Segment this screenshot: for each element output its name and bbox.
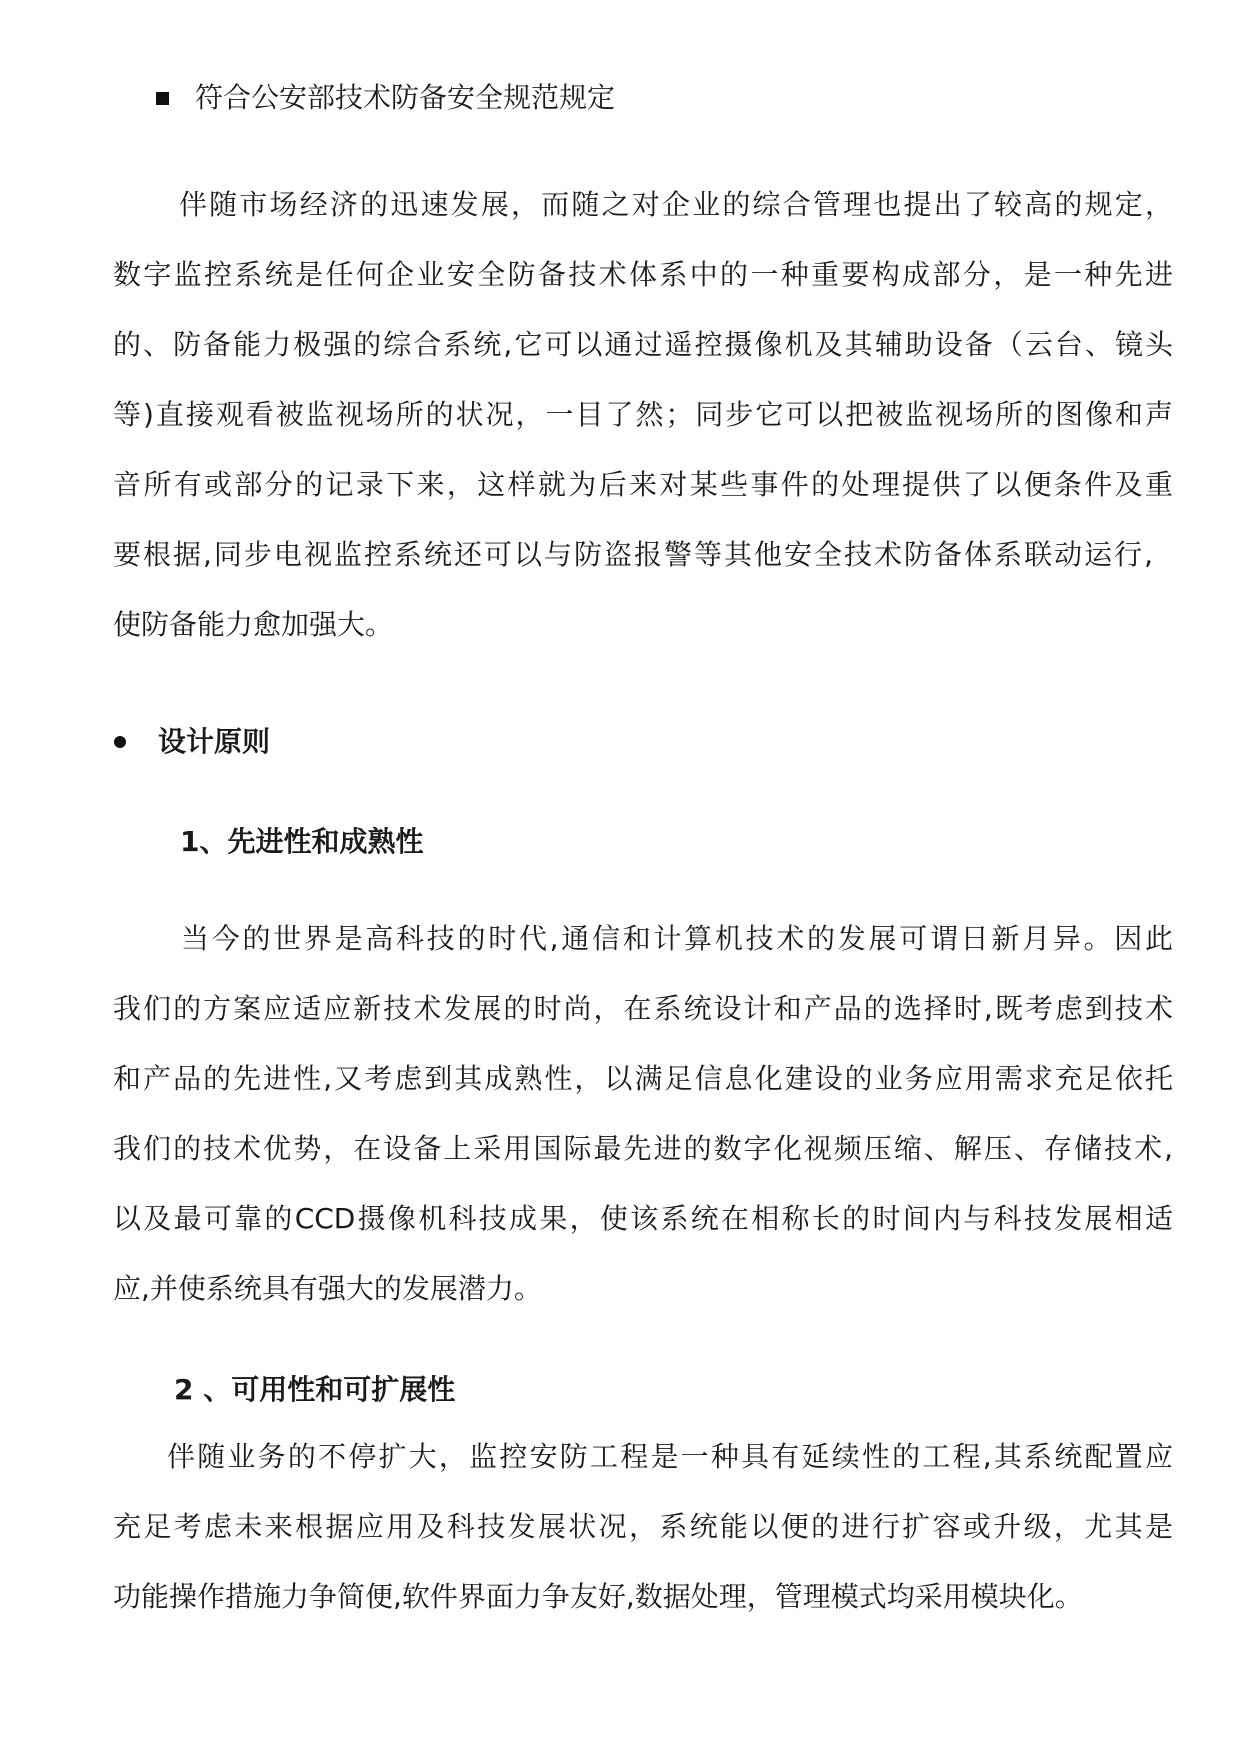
- paragraph-line: 应,并使系统具有强大的发展潜力。: [113, 1272, 542, 1305]
- paragraph-line: 等)直接观看被监视场所的状况，一目了然；同步它可以把被监视场所的图像和声: [113, 398, 1173, 431]
- paragraph-line: 伴随业务的不停扩大，监控安防工程是一种具有延续性的工程,其系统配置应: [167, 1440, 1173, 1473]
- paragraph-line: 要根据,同步电视监控系统还可以与防盗报警等其他安全技术防备体系联动运行,: [113, 538, 1153, 571]
- paragraph-line: 我们的技术优势，在设备上采用国际最先进的数字化视频压缩、解压、存储技术,: [113, 1132, 1173, 1165]
- paragraph-line: 以及最可靠的CCD摄像机科技成果，使该系统在相称长的时间内与科技发展相适: [113, 1202, 1173, 1235]
- section-heading-design-principles: [114, 722, 270, 762]
- subsection-1-title: 1、先进性和成熟性: [180, 825, 424, 858]
- subsection-2-title: 2 、可用性和可扩展性: [174, 1373, 456, 1406]
- dot-bullet-icon: [114, 736, 126, 748]
- paragraph-line: 数字监控系统是任何企业安全防备技术体系中的一种重要构成部分，是一种先进: [113, 258, 1173, 291]
- paragraph-line: 我们的方案应适应新技术发展的时尚，在系统设计和产品的选择时,既考虑到技术: [113, 992, 1173, 1025]
- paragraph-line: 的、防备能力极强的综合系统,它可以通过遥控摄像机及其辅助设备（云台、镜头: [113, 328, 1173, 361]
- paragraph-line: 音所有或部分的记录下来，这样就为后来对某些事件的处理提供了以便条件及重: [113, 468, 1173, 501]
- subsection-2-paragraph: [113, 1422, 1173, 1632]
- paragraph-line: 充足考虑未来根据应用及科技发展状况，系统能以便的进行扩容或升级，尤其是: [113, 1510, 1173, 1543]
- square-bullet-icon: [156, 92, 169, 105]
- intro-paragraph: [113, 170, 1173, 660]
- subsection-1-paragraph: [113, 904, 1173, 1324]
- paragraph-line: 伴随市场经济的迅速发展，而随之对企业的综合管理也提出了较高的规定，: [179, 188, 1173, 221]
- paragraph-line: 使防备能力愈加强大。: [113, 608, 394, 641]
- bullet-item-standard: [156, 78, 615, 118]
- section-heading-text: 设计原则: [158, 725, 271, 758]
- paragraph-line: 和产品的先进性,又考虑到其成熟性，以满足信息化建设的业务应用需求充足依托: [113, 1062, 1173, 1095]
- bullet-item-text: 符合公安部技术防备安全规范规定: [195, 81, 616, 114]
- paragraph-line: 当今的世界是高科技的时代,通信和计算机技术的发展可谓日新月异。因此: [181, 922, 1173, 955]
- paragraph-line: 功能操作措施力争简便,软件界面力争友好,数据处理，管理模式均采用模块化。: [113, 1580, 1083, 1613]
